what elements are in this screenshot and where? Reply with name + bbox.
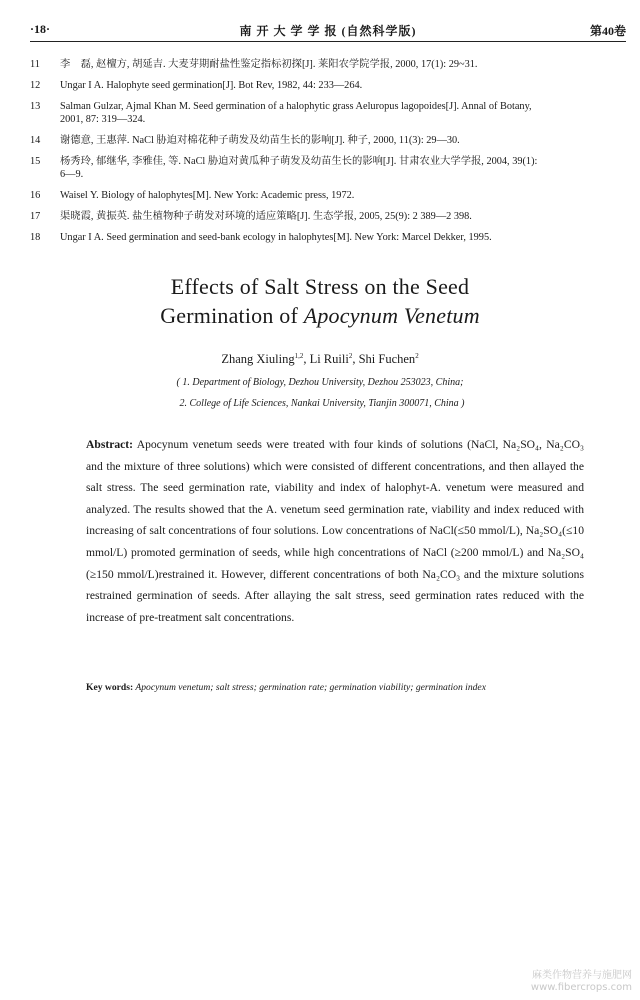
abstract <box>86 434 584 628</box>
abstract-label: Abstract: <box>86 438 134 451</box>
page-header <box>30 18 626 40</box>
reference-item <box>30 210 624 223</box>
reference-item <box>30 79 624 92</box>
reference-text <box>60 100 624 126</box>
reference-text: Ungar I A. Seed germination and seed-bank ecology in halophytes[M]. New York: Marcel Dekker, 1995. <box>60 232 492 243</box>
reference-item <box>30 58 624 71</box>
keywords-text: Apocynum venetum; salt stress; germination rate; germination viability; germination index <box>133 682 486 693</box>
author-affil-mark: 1,2 <box>294 352 304 360</box>
reference-item <box>30 100 624 126</box>
author-name: Zhang Xiuling <box>221 352 295 367</box>
reference-text: 渠晓霞, 黄振英. 盐生植物种子萌发对环境的适应策略[J]. 生态学报, 2005, 25(9): 2 389—2 398. <box>60 211 472 222</box>
paper-title <box>0 272 640 330</box>
reference-number: 18 <box>30 232 41 243</box>
reference-number: 13 <box>30 101 41 112</box>
journal-name: 南 开 大 学 学 报 (自然科学版) <box>239 24 417 38</box>
reference-number: 11 <box>30 59 40 70</box>
reference-number: 16 <box>30 190 41 201</box>
reference-item <box>30 189 624 202</box>
reference-text-line1: 杨秀玲, 郁继华, 李雅佳, 等. NaCl 胁迫对黄瓜种子萌发及幼苗生长的影响[J]. 甘肃农业大学学报, 2004, 39(1): <box>60 156 538 167</box>
reference-number: 12 <box>30 80 41 91</box>
author-affil-mark: 2 <box>348 352 353 360</box>
page-number: ·18· <box>30 22 51 36</box>
title-line2-plain: Germination of <box>160 303 304 328</box>
affiliation-1: ( 1. Department of Biology, Dezhou University, Dezhou 253023, China; <box>176 377 464 388</box>
volume-label: 第40卷 <box>589 24 626 38</box>
author-list <box>0 352 640 367</box>
reference-item <box>30 134 624 147</box>
reference-text: Waisel Y. Biology of halophytes[M]. New York: Academic press, 1972. <box>60 190 355 201</box>
reference-list <box>30 58 624 252</box>
watermark-line2: www.fibercrops.com <box>530 982 632 993</box>
reference-number: 15 <box>30 156 41 167</box>
reference-number: 17 <box>30 211 41 222</box>
author-name: , Li Ruili <box>303 352 349 367</box>
keywords-label: Key words: <box>86 682 134 693</box>
author-name: , Shi Fuchen <box>352 352 416 367</box>
author-affil-mark: 2 <box>415 352 419 360</box>
title-line1: Effects of Salt Stress on the Seed <box>170 274 470 299</box>
reference-item <box>30 231 624 244</box>
reference-text <box>60 155 624 181</box>
reference-text: Ungar I A. Halophyte seed germination[J]. Bot Rev, 1982, 44: 233—264. <box>60 80 363 91</box>
reference-text-line1: Salman Gulzar, Ajmal Khan M. Seed germination of a halophytic grass Aeluropus lagopoides[J]. Annal of Botany, <box>60 101 532 112</box>
reference-item <box>30 155 624 181</box>
watermark-line1: 麻类作物营养与施肥网 <box>532 970 632 981</box>
reference-text-line2: 6—9. <box>60 169 84 180</box>
reference-number: 14 <box>30 135 41 146</box>
reference-text: 李 磊, 赵檀方, 胡延吉. 大麦芽期耐盐性鉴定指标初探[J]. 莱阳农学院学报, 2000, 17(1): 29~31. <box>60 59 478 70</box>
header-rule <box>30 41 626 42</box>
reference-text-line2: 2001, 87: 319—324. <box>60 114 146 125</box>
abstract-text: Apocynum venetum seeds were treated with four kinds of solutions (NaCl, Na₂SO₄, Na₂CO₃ and the mixture of three solutions) which were consisted of different concentrations, and then allayed the salt stress. The seed germination rate, viability and index of halophyt-A. venetum were measured and analyzed. The results showed that the A. venetum seed germination rate, viability and index reduced with increasing of salt concentrations of four solutions. Low concentrations of NaCl(≤50 mmol/L), Na₂SO₄(≤10 mmol/L) promoted germination of seeds, while high concentrations of NaCl (≥200 mmol/L) and Na₂SO₄ (≥150 mmol/L)restrained it. However, different concentrations of both Na₂CO₃ and the mixture solutions restrained germination of seeds. After allaying the salt stress, seed germination rates reduced with the increase of pre-treatment salt concentrations. <box>86 438 584 624</box>
title-line2-species: Apocynum Venetum <box>303 303 480 328</box>
affiliation-2: 2. College of Life Sciences, Nankai University, Tianjin 300071, China ) <box>179 398 465 409</box>
reference-text: 谢德意, 王惠萍. NaCl 胁迫对棉花种子萌发及幼苗生长的影响[J]. 种子, 2000, 11(3): 29—30. <box>60 135 460 146</box>
keywords <box>86 682 600 693</box>
title-line2 <box>0 301 640 330</box>
site-watermark <box>531 970 632 994</box>
